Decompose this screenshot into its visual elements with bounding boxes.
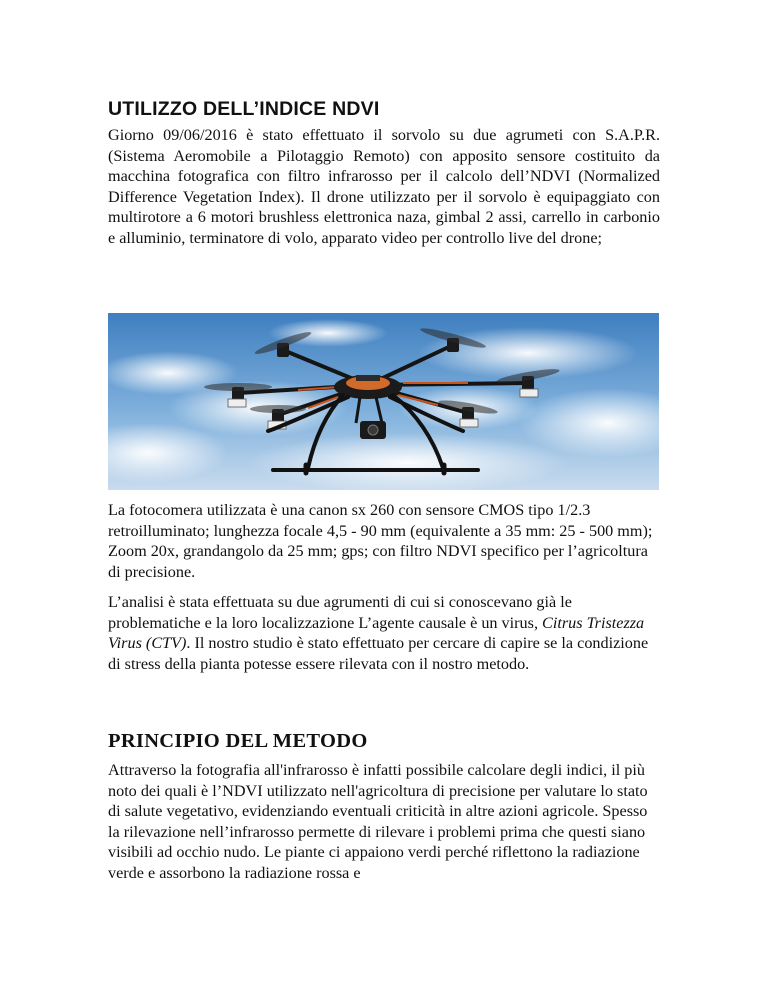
intro-paragraph: Giorno 09/06/2016 è stato effettuato il sorvolo su due agrumeti con S.A.P.R. (Sistema Aeromobile a Pilotaggio Remoto) con apposito sensore costituito da macchina fotografica con filtro infrarosso per il calcolo dell’NDVI (Normalized Difference Vegetation Index). Il drone utilizzato per il sorvolo è equipaggiato con multirotore a 6 motori brushless elettronica naza, gimbal 2 assi, carrello in carbonio e alluminio, terminatore di volo, apparato video per controllo live del drone; — [108, 126, 660, 247]
section-title-principio: PRINCIPIO DEL METODO — [108, 730, 368, 752]
camera-paragraph: La fotocomera utilizzata è una canon sx 260 con sensore CMOS tipo 1/2.3 retroilluminato; lunghezza focale 4,5 - 90 mm (equivalente a 35 mm: 25 - 500 mm); Zoom 20x, grandangolo da 25 mm; gps; con filtro NDVI specifico per l’agricoltura di precisione. — [108, 501, 653, 581]
analysis-text-end: . Il nostro studio è stato effettuato per cercare di capire se la condizione di stress della pianta potesse essere rilevata con il nostro metodo. — [108, 634, 649, 673]
virus-name: , Citrus Tristezza Virus (CTV) — [108, 613, 645, 653]
principle-paragraph: Attraverso la fotografia all'infrarosso è infatti possibile calcolare degli indici, il più noto dei quali è l’NDVI utilizzato nell'agricoltura di precisione per valutare lo stato di salute vegetativo, evidenziando eventuali criticità in altre azioni agricole. Spesso la rilevazione nell’infrarosso permette di rilevare i problemi prima che questi siano visibili ad occhio nudo. Le piante ci appaiono verdi perché riflettono la radiazione verde e assorbono la radiazione rossa e — [108, 761, 648, 882]
analysis-text-start: L’analisi è stata effettuata su due agrumenti di cui si conoscevano già le problematiche e la loro localizzazione L’agente causale è un virus — [108, 593, 572, 632]
hexacopter-drone-photo-icon — [108, 313, 659, 490]
analysis-paragraph — [108, 592, 660, 674]
drone-photo — [108, 313, 659, 490]
section-title-ndvi: UTILIZZO DELL’INDICE NDVI — [108, 98, 380, 120]
